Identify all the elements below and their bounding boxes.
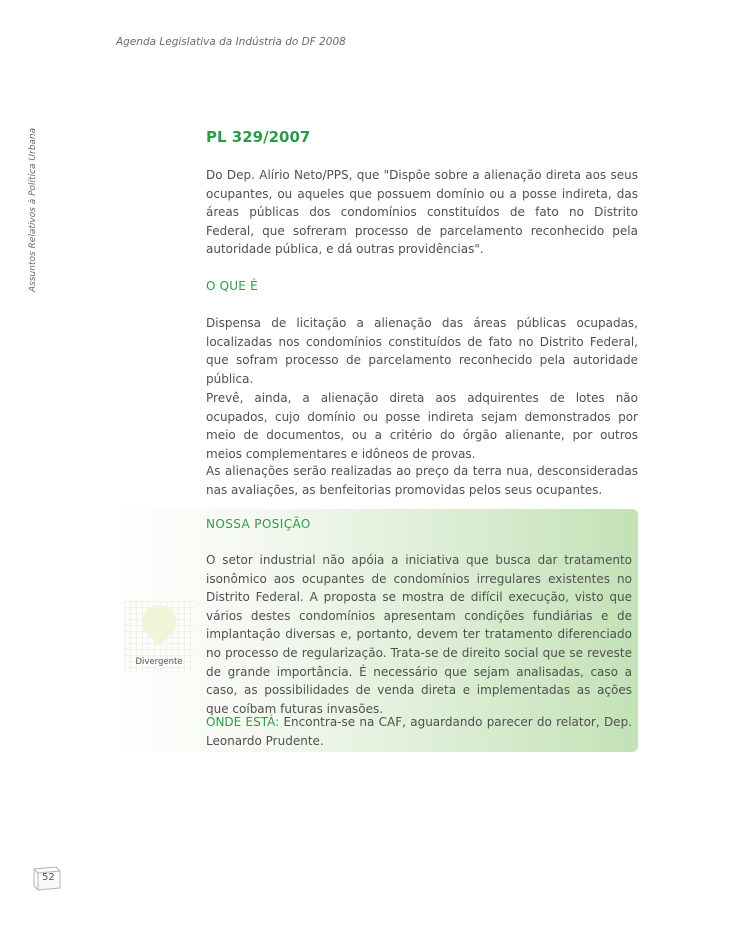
position-indicator	[124, 601, 194, 673]
page-number-badge	[30, 864, 62, 890]
nossa-posicao-box	[112, 509, 638, 752]
page-number: 52	[42, 872, 55, 883]
nossa-posicao-text: O setor industrial não apóia a iniciativa que busca dar tratamento isonômico aos ocupantes de condomínios irregulares existentes no Distrito Federal. A proposta se mostra de difícil execução, visto que vários destes condomínios apresentam condições fundiárias e de implantação diversas e, portanto, devem ter tratamento diferenciado no processo de regularização. Trata-se de direito social que se reveste de grande importância. É necessário que sejam analisadas, caso a caso, as possibilidades de venda direta e implementadas as ações que coíbam futuras invasões.	[206, 553, 632, 716]
section-side-label: Assuntos Relativos à Política Urbana	[28, 127, 38, 292]
onde-esta-text: Encontra-se na CAF, aguardando parecer do relator, Dep. Leonardo Prudente.	[206, 715, 633, 748]
position-label: Divergente	[135, 657, 183, 667]
o-que-e-paragraph-1: Dispensa de licitação a alienação das áreas públicas ocupadas, localizadas nos condomínios constituídos de fato no Distrito Federal, que sofram processo de parcelamento reconhecido pela autoridade pública.	[206, 316, 638, 386]
o-que-e-paragraph-2: Prevê, ainda, a alienação direta aos adquirentes de lotes não ocupados, cujo domínio ou posse indireta sejam demonstrados por meio de documentos, ou a critério do órgão alienante, por outros meios complementares e idôneos de provas.	[206, 391, 638, 461]
o-que-e-heading: O QUE É	[206, 279, 258, 293]
o-que-e-paragraph-3: As alienações serão realizadas ao preço da terra nua, desconsideradas nas avaliações, as benfeitorias promovidas pelos seus ocupantes.	[206, 464, 638, 497]
map-pin-icon	[135, 598, 183, 646]
onde-esta-label: ONDE ESTÁ:	[206, 715, 280, 729]
onde-esta-paragraph	[206, 713, 632, 750]
bill-summary: Do Dep. Alírio Neto/PPS, que "Dispõe sobre a alienação direta aos seus ocupantes, ou aqueles que possuem domínio ou a posse indireta, das áreas públicas dos condomínios constituídos de fato no Distrito Federal, que sofreram processo de parcelamento reconhecido pela autoridade pública, e dá outras providências".	[206, 168, 638, 257]
bill-title: PL 329/2007	[206, 128, 311, 146]
nossa-posicao-heading: NOSSA POSIÇÃO	[206, 517, 311, 531]
running-title: Agenda Legislativa da Indústria do DF 2008	[116, 36, 346, 48]
